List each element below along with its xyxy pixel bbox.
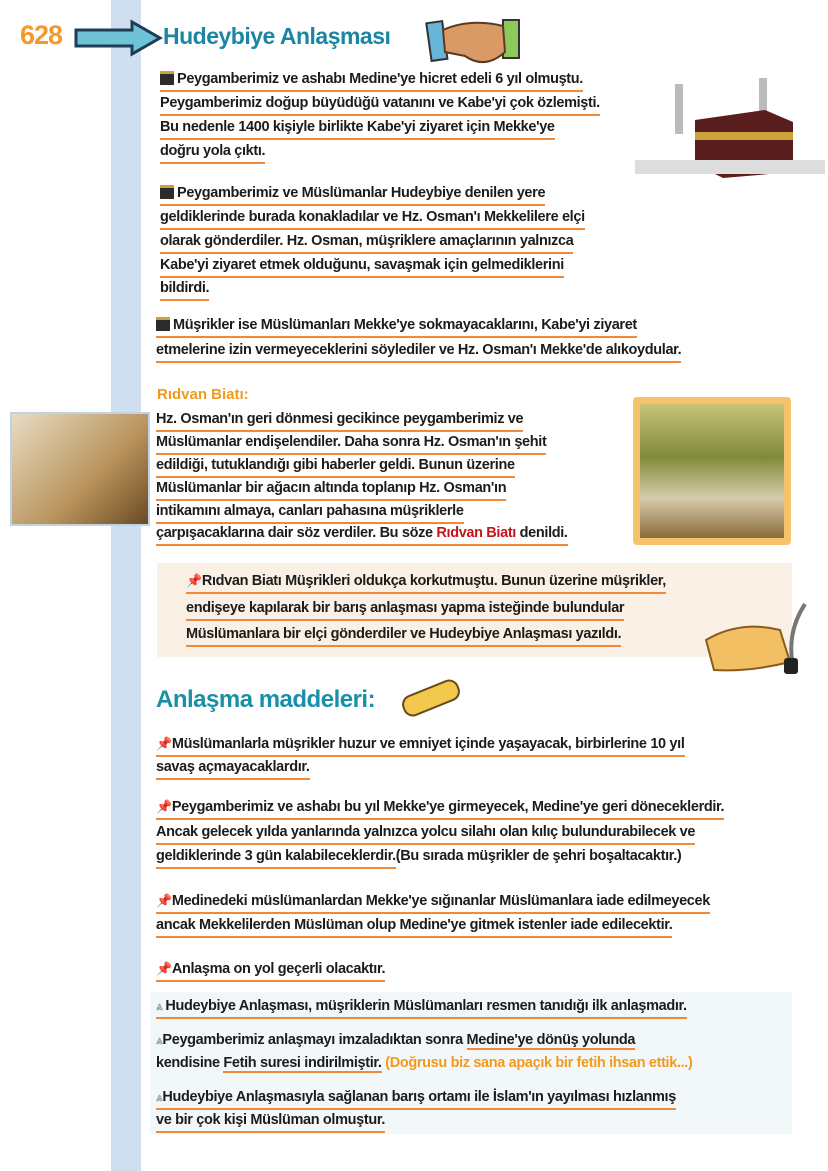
- handshake-icon: [425, 12, 523, 68]
- fact-item: ⩓ Hudeybiye Anlaşması, müşriklerin Müslümanları resmen tanıdığı ilk anlaşmadır.: [156, 997, 687, 1019]
- text-line: bildirdi.: [160, 279, 209, 301]
- text-line: geldiklerinde 3 gün kalabileceklerdir.(Bu sırada müşrikler de şehri boşaltacaktır.): [156, 847, 681, 869]
- highlight-term: Rıdvan Biatı: [436, 525, 516, 541]
- tree-painting-frame: [633, 397, 791, 545]
- text-line: endişeye kapılarak bir barış anlaşması yapma isteğinde bulundular: [186, 599, 624, 621]
- text-line: Müşrikler ise Müslümanları Mekke'ye sokmayacaklarını, Kabe'yi ziyaret: [156, 316, 637, 338]
- text-line: savaş açmayacaklardır.: [156, 758, 310, 780]
- text-line: etmelerine izin vermeyeceklerini söylediler ve Hz. Osman'ı Mekke'de alıkoydular.: [156, 341, 681, 363]
- section-heading: Anlaşma maddeleri:: [156, 686, 376, 713]
- arrow-icon: [74, 18, 164, 58]
- text-line: edildiği, tutuklandığı gibi haberler geldi. Bunun üzerine: [156, 456, 515, 478]
- chevron-up-icon: ⩓: [156, 1090, 163, 1104]
- tree-painting-image: [640, 404, 784, 538]
- text-line: Müslümanlar endişelendiler. Daha sonra Hz. Osman'ın şehit: [156, 433, 546, 455]
- text-line: ve bir çok kişi Müslüman olmuştur.: [156, 1111, 385, 1133]
- chevron-up-icon: ⩓: [156, 999, 166, 1013]
- text-line: Müslümanlar bir ağacın altında toplanıp Hz. Osman'ın: [156, 479, 506, 501]
- verse-quote: (Doğrusu biz sana apaçık bir fetih ihsan ettik...): [381, 1055, 693, 1071]
- pushpin-icon: 📌: [156, 736, 172, 751]
- list-item: 📌Anlaşma on yol geçerli olacaktır.: [156, 960, 385, 982]
- fact-item: ⩓Hudeybiye Anlaşmasıyla sağlanan barış ortamı ile İslam'ın yayılması hızlanmış: [156, 1088, 676, 1110]
- page-title: Hudeybiye Anlaşması: [163, 23, 391, 49]
- kaaba-image: [635, 60, 825, 180]
- text-line: olarak gönderdiler. Hz. Osman, müşriklere amaçlarının yalnızca: [160, 232, 573, 254]
- text-line: Peygamberimiz doğup büyüdüğü vatanını ve Kabe'yi çok özlemişti.: [160, 94, 600, 116]
- fact-item: ⩓Peygamberimiz anlaşmayı imzaladıktan sonra Medine'ye dönüş yolunda: [156, 1032, 636, 1048]
- text-line: ancak Mekkelilerden Müslüman olup Medine'ye gitmek istenler iade edilecektir.: [156, 916, 672, 938]
- text-line: 📌Rıdvan Biatı Müşrikleri oldukça korkutmuştu. Bunun üzerine müşrikler,: [186, 572, 666, 594]
- chevron-up-icon: ⩓: [156, 1033, 163, 1047]
- section-subheading: Rıdvan Biatı:: [157, 386, 249, 403]
- pushpin-icon: 📌: [156, 961, 172, 976]
- text-line: Bu nedenle 1400 kişiyle birlikte Kabe'yi ziyaret için Mekke'ye: [160, 118, 555, 140]
- pledge-painting-image: [10, 412, 150, 526]
- text-line: Müslümanlara bir elçi gönderdiler ve Hudeybiye Anlaşması yazıldı.: [186, 625, 621, 647]
- pushpin-icon: 📌: [156, 799, 172, 814]
- year-label: 628: [20, 20, 63, 50]
- text-line: doğru yola çıktı.: [160, 142, 265, 164]
- rolled-scroll-icon: [396, 672, 466, 722]
- text-line: geldiklerinde burada konakladılar ve Hz. Osman'ı Mekkelilere elçi: [160, 208, 585, 230]
- text-line: intikamını almaya, canları pahasına müşriklerle: [156, 502, 464, 524]
- timeline-bar: [111, 0, 141, 1171]
- text-line: Peygamberimiz ve Müslümanlar Hudeybiye denilen yere: [160, 184, 545, 206]
- text-line: Hz. Osman'ın geri dönmesi gecikince peygamberimiz ve: [156, 410, 523, 432]
- kaaba-icon: [160, 71, 174, 85]
- text-line: Kabe'yi ziyaret etmek olduğunu, savaşmak için gelmediklerini: [160, 256, 564, 278]
- pushpin-icon: 📌: [156, 893, 172, 908]
- list-item: 📌Peygamberimiz ve ashabı bu yıl Mekke'ye girmeyecek, Medine'ye geri döneceklerdir.: [156, 798, 724, 820]
- scroll-quill-icon: [700, 600, 815, 680]
- text-line: kendisine Fetih suresi indirilmiştir. (Doğrusu biz sana apaçık bir fetih ihsan ettik...): [156, 1055, 693, 1071]
- list-item: 📌Müslümanlarla müşrikler huzur ve emniyet içinde yaşayacak, birbirlerine 10 yıl: [156, 735, 685, 757]
- text-line: Peygamberimiz ve ashabı Medine'ye hicret edeli 6 yıl olmuştu.: [160, 70, 583, 92]
- text-line: Ancak gelecek yılda yanlarında yalnızca yolcu silahı olan kılıç bulundurabilecek ve: [156, 823, 695, 845]
- kaaba-icon: [156, 317, 170, 331]
- text-line: çarpışacaklarına dair söz verdiler. Bu söze Rıdvan Biatı denildi.: [156, 524, 568, 546]
- list-item: 📌Medinedeki müslümanlardan Mekke'ye sığınanlar Müslümanlara iade edilmeyecek: [156, 892, 710, 914]
- pushpin-icon: 📌: [186, 573, 202, 588]
- kaaba-icon: [160, 185, 174, 199]
